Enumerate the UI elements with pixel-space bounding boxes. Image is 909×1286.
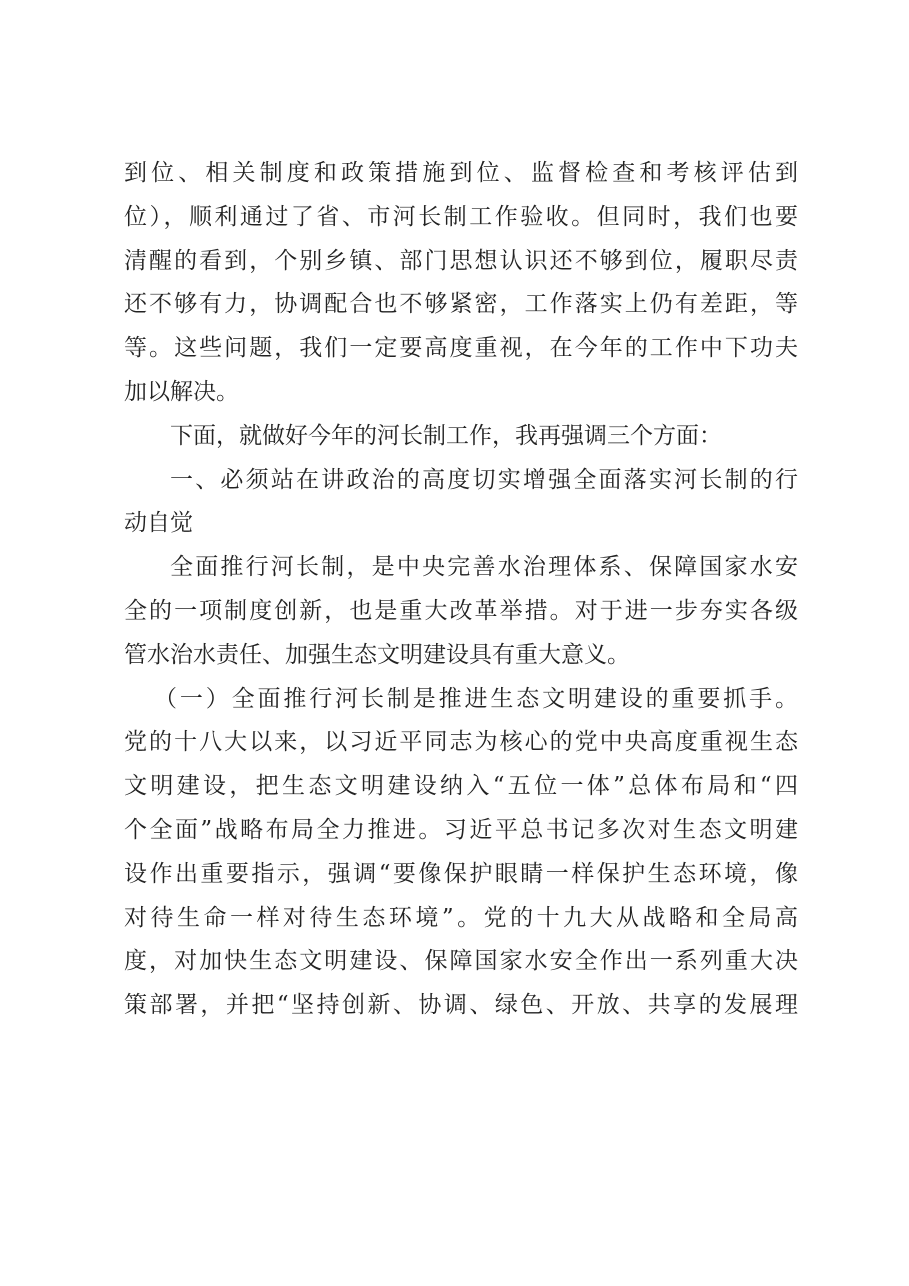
text-line: 策部署，并把“坚持创新、协调、绿色、开放、共享的发展理 <box>124 992 798 1019</box>
text-line: 还不够有力，协调配合也不够紧密，工作落实上仍有差距，等 <box>124 291 798 318</box>
text-line: 党的十八大以来，以习近平同志为核心的党中央高度重视生态 <box>124 729 798 756</box>
text-line: 清醒的看到，个别乡镇、部门思想认识还不够到位，履职尽责 <box>124 247 798 274</box>
text-line: 全的一项制度创新，也是重大改革举措。对于进一步夯实各级 <box>124 597 798 624</box>
text-line: 对待生命一样对待生态环境”。党的十九大从战略和全局高 <box>124 904 798 931</box>
text-line: 文明建设，把生态文明建设纳入“五位一体”总体布局和“四 <box>124 773 798 800</box>
text-line: 位），顺利通过了省、市河长制工作验收。但同时，我们也要 <box>124 203 798 230</box>
paragraph-line: 下面，就做好今年的河长制工作，我再强调三个方面： <box>170 422 722 449</box>
text-line: 加以解决。 <box>124 378 239 405</box>
text-line: 管水治水责任、加强生态文明建设具有重大意义。 <box>124 641 630 668</box>
subsection-heading: （一）全面推行河长制是推进生态文明建设的重要抓手。 <box>154 685 798 712</box>
text-line: 度，对加快生态文明建设、保障国家水安全作出一系列重大决 <box>124 948 798 975</box>
document-body <box>124 152 798 1028</box>
text-line: 个全面”战略布局全力推进。习近平总书记多次对生态文明建 <box>124 816 798 843</box>
text-line: 设作出重要指示，强调“要像保护眼睛一样保护生态环境，像 <box>124 860 798 887</box>
section-heading: 一、必须站在讲政治的高度切实增强全面落实河长制的行 <box>170 466 798 493</box>
text-line: 到位、相关制度和政策措施到位、监督检查和考核评估到 <box>124 160 798 186</box>
paragraph-line: 全面推行河长制，是中央完善水治理体系、保障国家水安 <box>170 554 798 581</box>
section-heading-continued: 动自觉 <box>124 510 193 537</box>
text-line: 等。这些问题，我们一定要高度重视，在今年的工作中下功夫 <box>124 335 798 362</box>
